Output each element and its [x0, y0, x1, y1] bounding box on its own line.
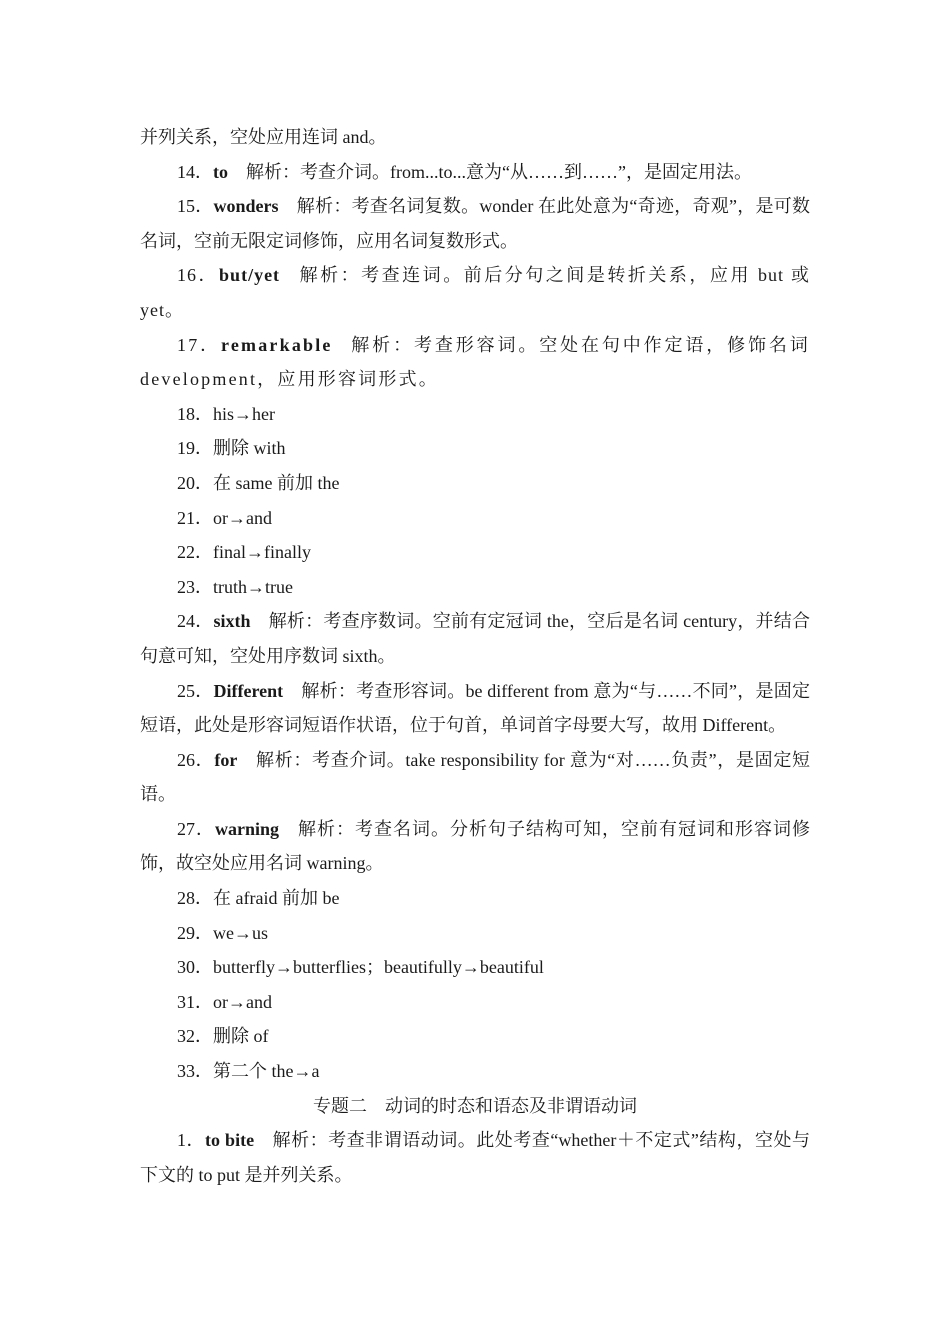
document-body — [140, 120, 810, 1192]
answer-item-20: 20．在 same 前加 the — [177, 472, 340, 493]
answer-word: warning — [215, 818, 280, 839]
answer-item-21: 21．or→and — [177, 507, 272, 528]
item-number: 24． — [177, 611, 214, 632]
item-number: 14． — [177, 161, 213, 182]
item-number: 16． — [177, 265, 220, 286]
answer-word: to — [213, 161, 228, 182]
answer-item-17 — [140, 328, 810, 397]
answer-item-1 — [140, 1123, 810, 1192]
answer-item-19: 19．删除 with — [177, 438, 286, 459]
answer-item-25 — [140, 674, 810, 743]
answer-word: remarkable — [220, 334, 333, 355]
explanation: 解析：考查介词。take responsibility for 意为“对……负责”，是固定短语。 — [140, 749, 810, 805]
answer-item-23: 23．truth→true — [177, 576, 293, 597]
explanation: 解析：考查连词。前后分句之间是转折关系，应用 but 或 yet。 — [140, 265, 811, 320]
explanation: 解析：考查名词。分析句子结构可知，空前有冠词和形容词修饰，故空处应用名词 warning。 — [140, 818, 810, 874]
item-number: 25． — [177, 680, 214, 701]
answer-word: but/yet — [219, 265, 281, 286]
answer-word: wonders — [213, 196, 279, 217]
answer-item-31: 31．or→and — [177, 991, 272, 1012]
item-number: 15． — [177, 196, 214, 217]
explanation: 解析：考查形容词。be different from 意为“与……不同”，是固定短语，此处是形容词短语作状语，位于句首，单词首字母要大写，故用 Different。 — [140, 680, 811, 736]
explanation: 解析：考查非谓语动词。此处考查“whether＋不定式”结构，空处与下文的 to put 是并列关系。 — [140, 1130, 811, 1185]
answer-word: for — [214, 749, 238, 770]
answer-item-27 — [140, 812, 810, 881]
answer-item-30: 30．butterfly→butterflies；beautifully→beautiful — [177, 957, 544, 978]
answer-item-14 — [140, 155, 810, 190]
item-number: 27． — [177, 818, 215, 839]
answer-word: to bite — [205, 1130, 255, 1151]
answer-item-33: 33．第二个 the→a — [177, 1061, 320, 1082]
answer-item-26 — [140, 743, 810, 812]
answer-item-16 — [140, 258, 810, 327]
answer-item-15 — [140, 189, 810, 258]
explanation: 解析：考查序数词。空前有定冠词 the，空后是名词 century，并结合句意可知，空处用序数词 sixth。 — [140, 611, 810, 666]
answer-item-32: 32．删除 of — [177, 1026, 269, 1047]
explanation: 解析：考查名词复数。wonder 在此处意为“奇迹，奇观”，是可数名词，空前无限定词修饰，应用名词复数形式。 — [140, 196, 811, 251]
item-number: 17． — [177, 334, 221, 355]
answer-item-28: 28．在 afraid 前加 be — [177, 888, 340, 909]
explanation: 解析：考查介词。from...to...意为“从……到……”，是固定用法。 — [246, 161, 752, 182]
continued-text: 并列关系，空处应用连词 and。 — [140, 127, 387, 147]
section-heading: 专题二 动词的时态和语态及非谓语动词 — [313, 1095, 637, 1116]
item-number: 1． — [177, 1130, 206, 1151]
answer-item-24 — [140, 604, 810, 673]
answer-item-22: 22．final→finally — [177, 542, 311, 563]
explanation: 解析：考查形容词。空处在句中作定语，修饰名词 development，应用形容词形式。 — [140, 334, 810, 390]
answer-item-29: 29．we→us — [177, 922, 268, 943]
answer-item-18: 18．his→her — [177, 403, 275, 424]
answer-word: sixth — [213, 611, 251, 632]
item-number: 26． — [177, 749, 215, 770]
answer-word: Different — [213, 680, 284, 701]
